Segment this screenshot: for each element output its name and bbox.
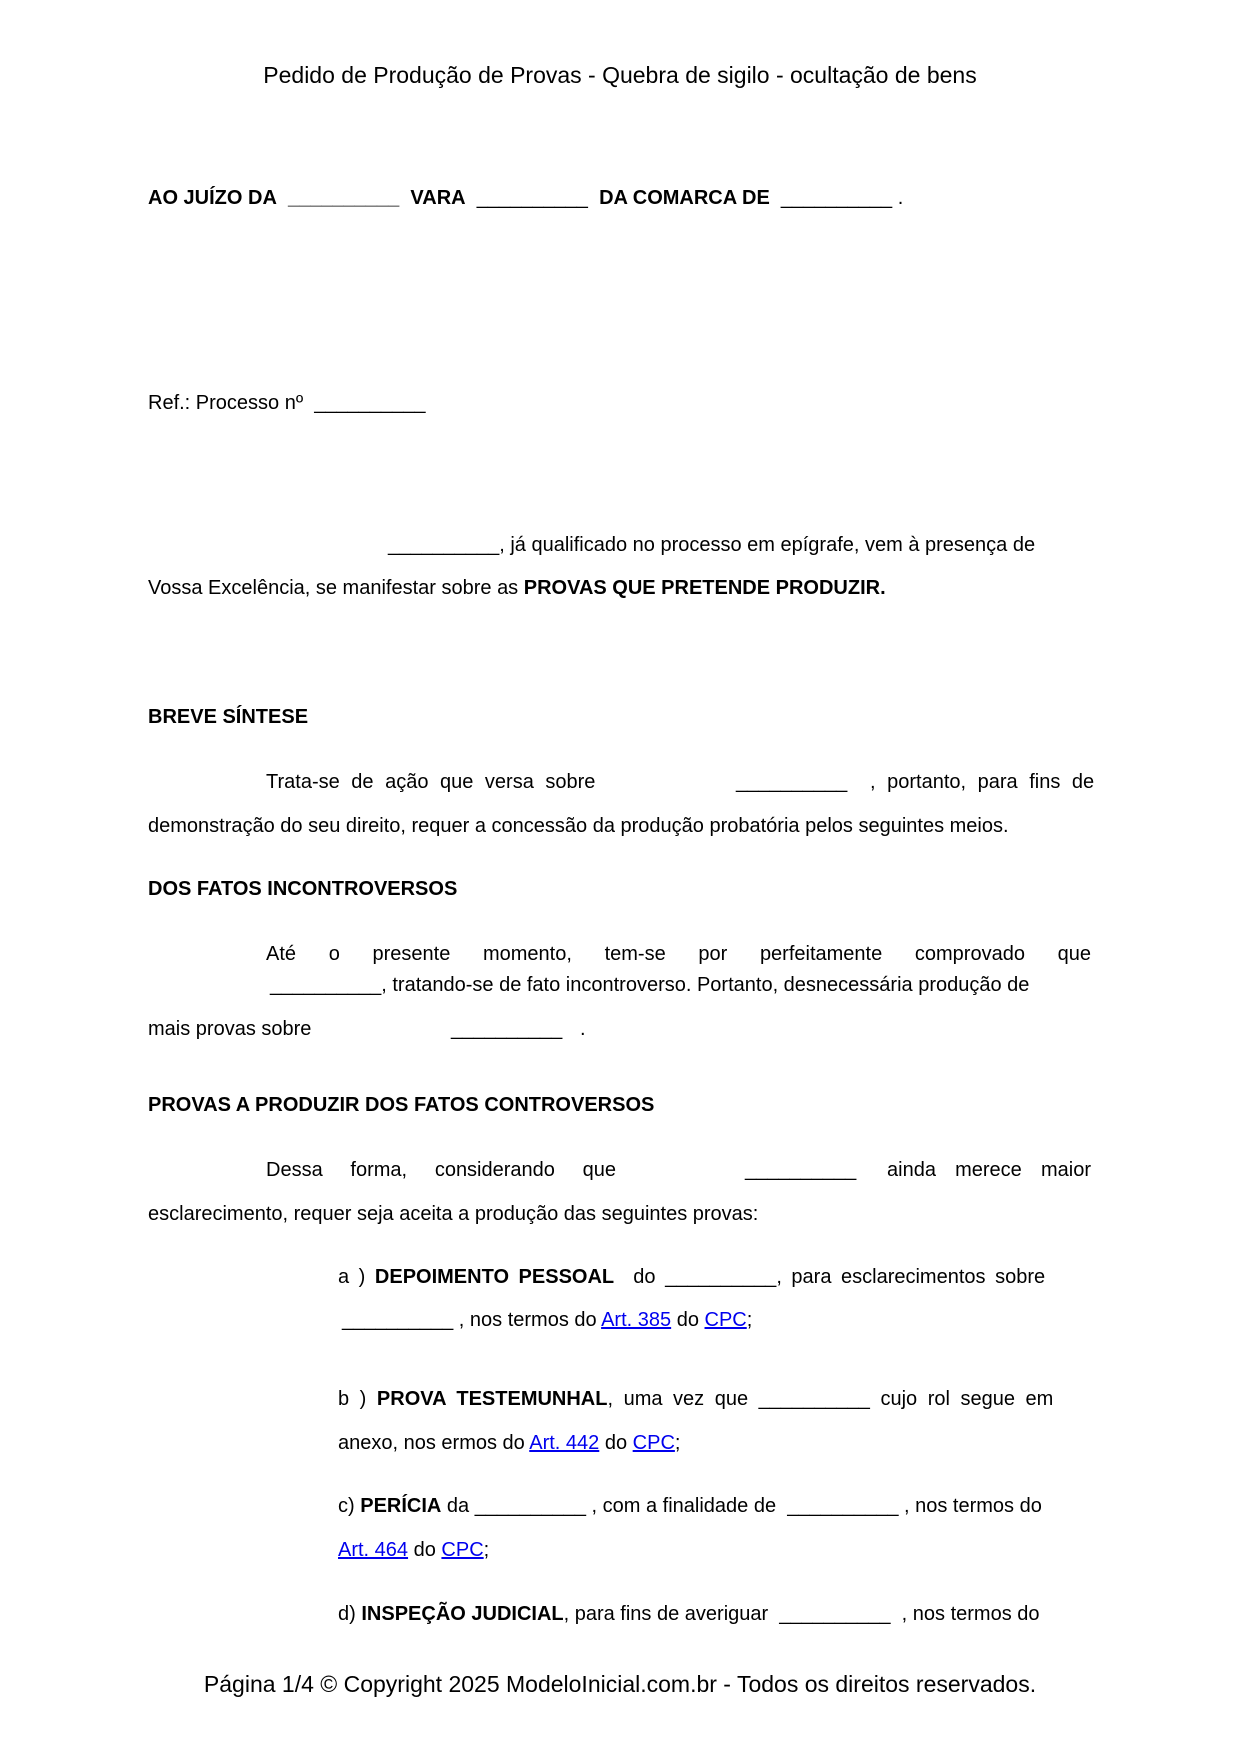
court-address-line [148,187,903,210]
controversos-blank[interactable]: __________ [745,1159,857,1181]
item-a-art-link[interactable]: Art. 385 [601,1309,672,1331]
intro-line-1 [388,534,1035,557]
controversos-line-2: esclarecimento, requer seja aceita a produção das seguintes provas: [148,1203,759,1225]
item-b-t3: anexo, nos ermos do [338,1432,525,1454]
heading-controversos [148,1094,654,1117]
item-b-end: ; [674,1432,681,1454]
address-part-1: AO JUÍZO DA [148,187,277,209]
item-a-line-1 [338,1266,1045,1289]
item-a-end: ; [746,1309,753,1331]
incontroversos-line-1: Até o presente momento, tem-se por perfeitamente comprovado que [266,943,1091,965]
item-d-line-1 [338,1603,1040,1626]
incontroversos-line-2 [270,974,1029,997]
intro-party-blank[interactable]: __________ [388,534,500,556]
address-blank-1[interactable]: __________ [288,187,400,209]
item-a-blank-1[interactable]: __________ [665,1266,777,1288]
item-c-line-2 [338,1539,489,1562]
reference-label: Ref.: Processo nº [148,392,304,414]
item-d-marker: d) [338,1603,356,1625]
item-a-t3: , nos termos do [458,1309,597,1331]
address-blank-3[interactable]: __________ [780,187,893,209]
page-footer: Página 1/4 © Copyright 2025 ModeloInicial.com.br - Todos os direitos reservados. [203,1671,1037,1697]
item-c-do: do [413,1539,436,1561]
item-b-bold: PROVA TESTEMUNHAL [376,1388,608,1410]
item-b-t2: cujo rol segue em [880,1388,1054,1410]
item-b-line-1 [338,1388,1053,1411]
item-a-blank-2[interactable]: __________ [342,1309,454,1331]
heading-breve-sintese-text: BREVE SÍNTESE [148,706,309,728]
item-b-marker: b ) [338,1388,367,1410]
sintese-line-1-b: , portanto, para fins de [870,771,1095,793]
heading-controversos-text: PROVAS A PRODUZIR DOS FATOS CONTROVERSOS [148,1094,655,1116]
item-a-cpc-link[interactable]: CPC [704,1309,747,1331]
sintese-line-1-a: Trata-se de ação que versa sobre [266,771,596,793]
incontroversos-line-3-a: mais provas sobre [148,1018,312,1040]
controversos-line-1-b: ainda merece maior [887,1159,1091,1181]
intro-line-2 [148,577,886,600]
intro-bold-text: PROVAS QUE PRETENDE PRODUZIR. [523,577,886,599]
heading-incontroversos-text: DOS FATOS INCONTROVERSOS [148,878,458,900]
item-c-bold: PERÍCIA [360,1495,442,1517]
item-a-do: do [676,1309,699,1331]
item-b-t1: , uma vez que [607,1388,749,1410]
item-c-cpc-link[interactable]: CPC [441,1539,484,1561]
item-c-marker: c) [338,1495,355,1517]
address-part-2: VARA [410,187,466,209]
address-part-3: DA COMARCA DE [599,187,770,209]
process-reference [148,392,426,415]
sintese-blank[interactable]: __________ [736,771,848,793]
heading-breve-sintese [148,706,308,729]
item-c-t2: , com a finalidade de [591,1495,777,1517]
item-b-art-link[interactable]: Art. 442 [529,1432,600,1454]
reference-blank[interactable]: __________ [314,392,426,414]
item-c-t3: , nos termos do [904,1495,1042,1517]
incontroversos-line-2-text: , tratando-se de fato incontroverso. Portanto, desnecessária produção de [381,974,1030,996]
item-b-line-2 [338,1432,680,1455]
incontroversos-blank-2[interactable]: __________ [451,1018,563,1040]
item-c-t1: da [446,1495,470,1517]
item-a-marker: a ) [338,1266,366,1288]
intro-line-1-text: , já qualificado no processo em epígrafe, vem à presença de [499,534,1036,556]
item-a-t2: , para esclarecimentos sobre [776,1266,1046,1288]
item-c-art-link[interactable]: Art. 464 [338,1539,409,1561]
item-b-cpc-link[interactable]: CPC [632,1432,675,1454]
item-a-t1: do [633,1266,656,1288]
incontroversos-blank-1[interactable]: __________ [270,974,382,996]
incontroversos-line-3-end: . [580,1018,586,1040]
controversos-line-1-a: Dessa forma, considerando que [266,1159,616,1181]
item-b-do: do [604,1432,628,1454]
item-c-end: ; [483,1539,490,1561]
item-d-t2: , nos termos do [901,1603,1040,1625]
item-d-blank-1[interactable]: __________ [779,1603,891,1625]
item-c-blank-1[interactable]: __________ [474,1495,586,1517]
address-blank-2[interactable]: __________ [476,187,588,209]
page-header-title: Pedido de Produção de Provas - Quebra de sigilo - ocultação de bens [263,62,977,88]
item-b-blank-1[interactable]: __________ [758,1388,870,1410]
item-a-line-2 [342,1309,752,1332]
item-a-bold: DEPOIMENTO PESSOAL [374,1266,615,1288]
address-end: . [897,187,904,209]
item-d-bold: INSPEÇÃO JUDICIAL [361,1603,564,1625]
item-d-t1: , para fins de averiguar [563,1603,769,1625]
item-c-line-1 [338,1495,1042,1518]
sintese-line-2: demonstração do seu direito, requer a concessão da produção probatória pelos seguintes meios. [148,815,1009,837]
item-c-blank-2[interactable]: __________ [787,1495,899,1517]
intro-line-2-text: Vossa Excelência, se manifestar sobre as [148,577,519,599]
heading-incontroversos [148,878,457,901]
